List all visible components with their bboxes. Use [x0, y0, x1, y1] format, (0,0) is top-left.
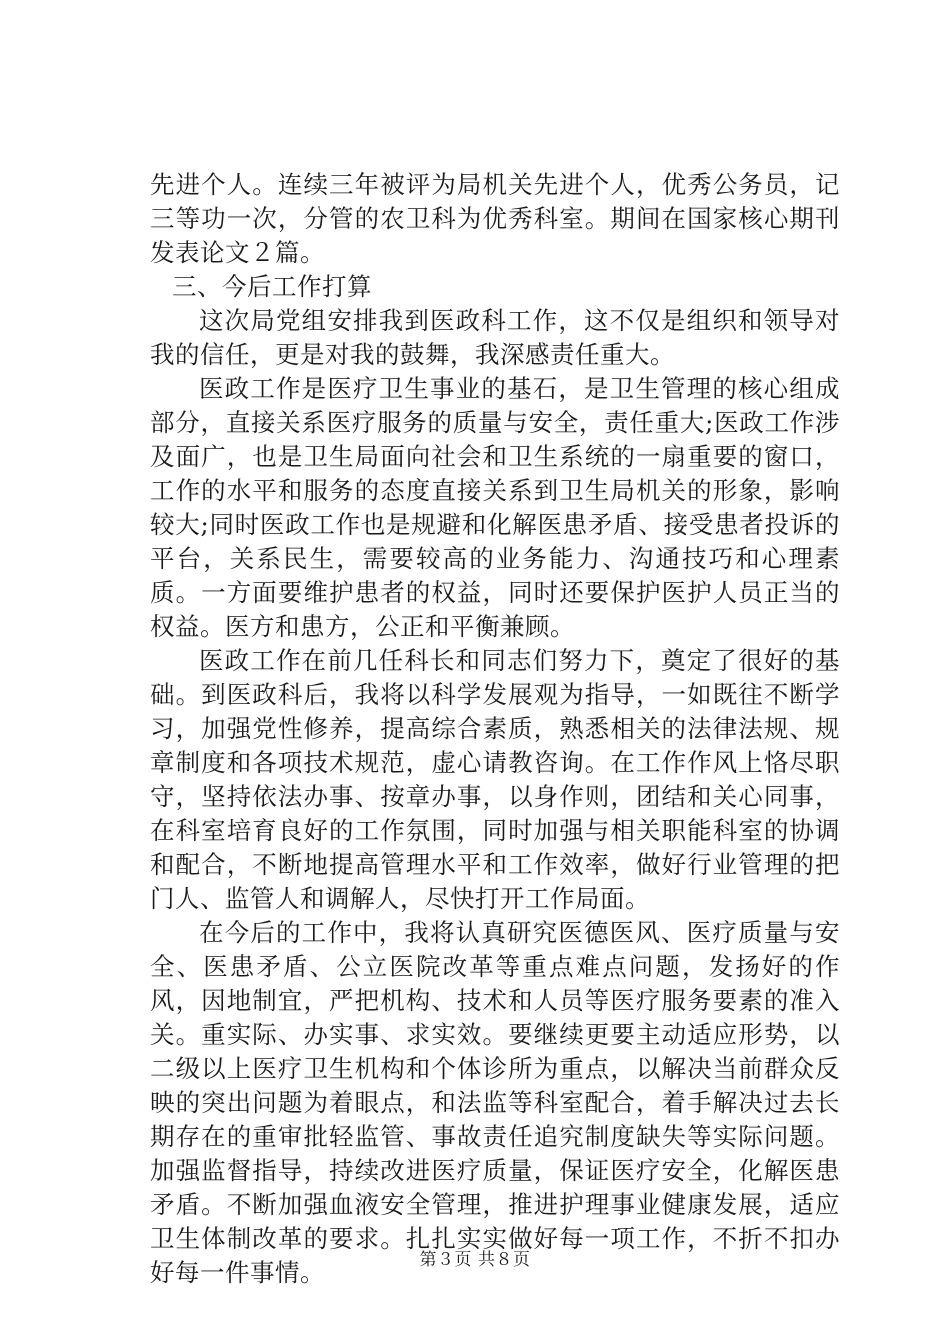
paragraph-continuation: 先进个人。连续三年被评为局机关先进个人，优秀公务员，记三等功一次，分管的农卫科为优秀科室。期间在国家核心期刊发表论文２篇。 [150, 170, 840, 267]
paragraph: 在今后的工作中，我将认真研究医德医风、医疗质量与安全、医患矛盾、公立医院改革等重点难点问题，发扬好的作风，因地制宜，严把机构、技术和人员等医疗服务要素的准入关。重实际、办实事、求实效。要继续更要主动适应形势，以二级以上医疗卫生机构和个体诊所为重点，以解决当前群众反映的突出问题为着眼点，和法监等科室配合，着手解决过去长期存在的重审批轻监管、事故责任追究制度缺失等实际问题。加强监督指导，持续改进医疗质量，保证医疗安全，化解医患矛盾。不断加强血液安全管理，推进护理事业健康发展，适应卫生体制改革的要求。扎扎实实做好每一项工作，不折不扣办好每一件事情。 [150, 918, 840, 1287]
paragraph: 这次局党组安排我到医政科工作，这不仅是组织和领导对我的信任，更是对我的鼓舞，我深感责任重大。 [150, 306, 840, 369]
paragraph: 医政工作在前几任科长和同志们努力下，奠定了很好的基础。到医政科后，我将以科学发展观为指导，一如既往不断学习，加强党性修养，提高综合素质，熟悉相关的法律法规、规章制度和各项技术规范，虚心请教咨询。在工作作风上恪尽职守，坚持依法办事、按章办事，以身作则，团结和关心同事，在科室培育良好的工作氛围，同时加强与相关职能科室的协调和配合，不断地提高管理水平和工作效率，做好行业管理的把门人、监管人和调解人，尽快打开工作局面。 [150, 646, 840, 913]
page-number-footer: 第３页 共８页 [419, 1250, 531, 1270]
document-body [150, 168, 840, 1290]
paragraph: 医政工作是医疗卫生事业的基石，是卫生管理的核心组成部分，直接关系医疗服务的质量与安全，责任重大;医政工作涉及面广，也是卫生局面向社会和卫生系统的一扇重要的窗口，工作的水平和服务的态度直接关系到卫生局机关的形象，影响较大;同时医政工作也是规避和化解医患矛盾、接受患者投诉的平台，关系民生，需要较高的业务能力、沟通技巧和心理素质。一方面要维护患者的权益，同时还要保护医护人员正当的权益。医方和患方，公正和平衡兼顾。 [150, 374, 840, 641]
section-heading: 三、今后工作打算 [172, 272, 373, 301]
